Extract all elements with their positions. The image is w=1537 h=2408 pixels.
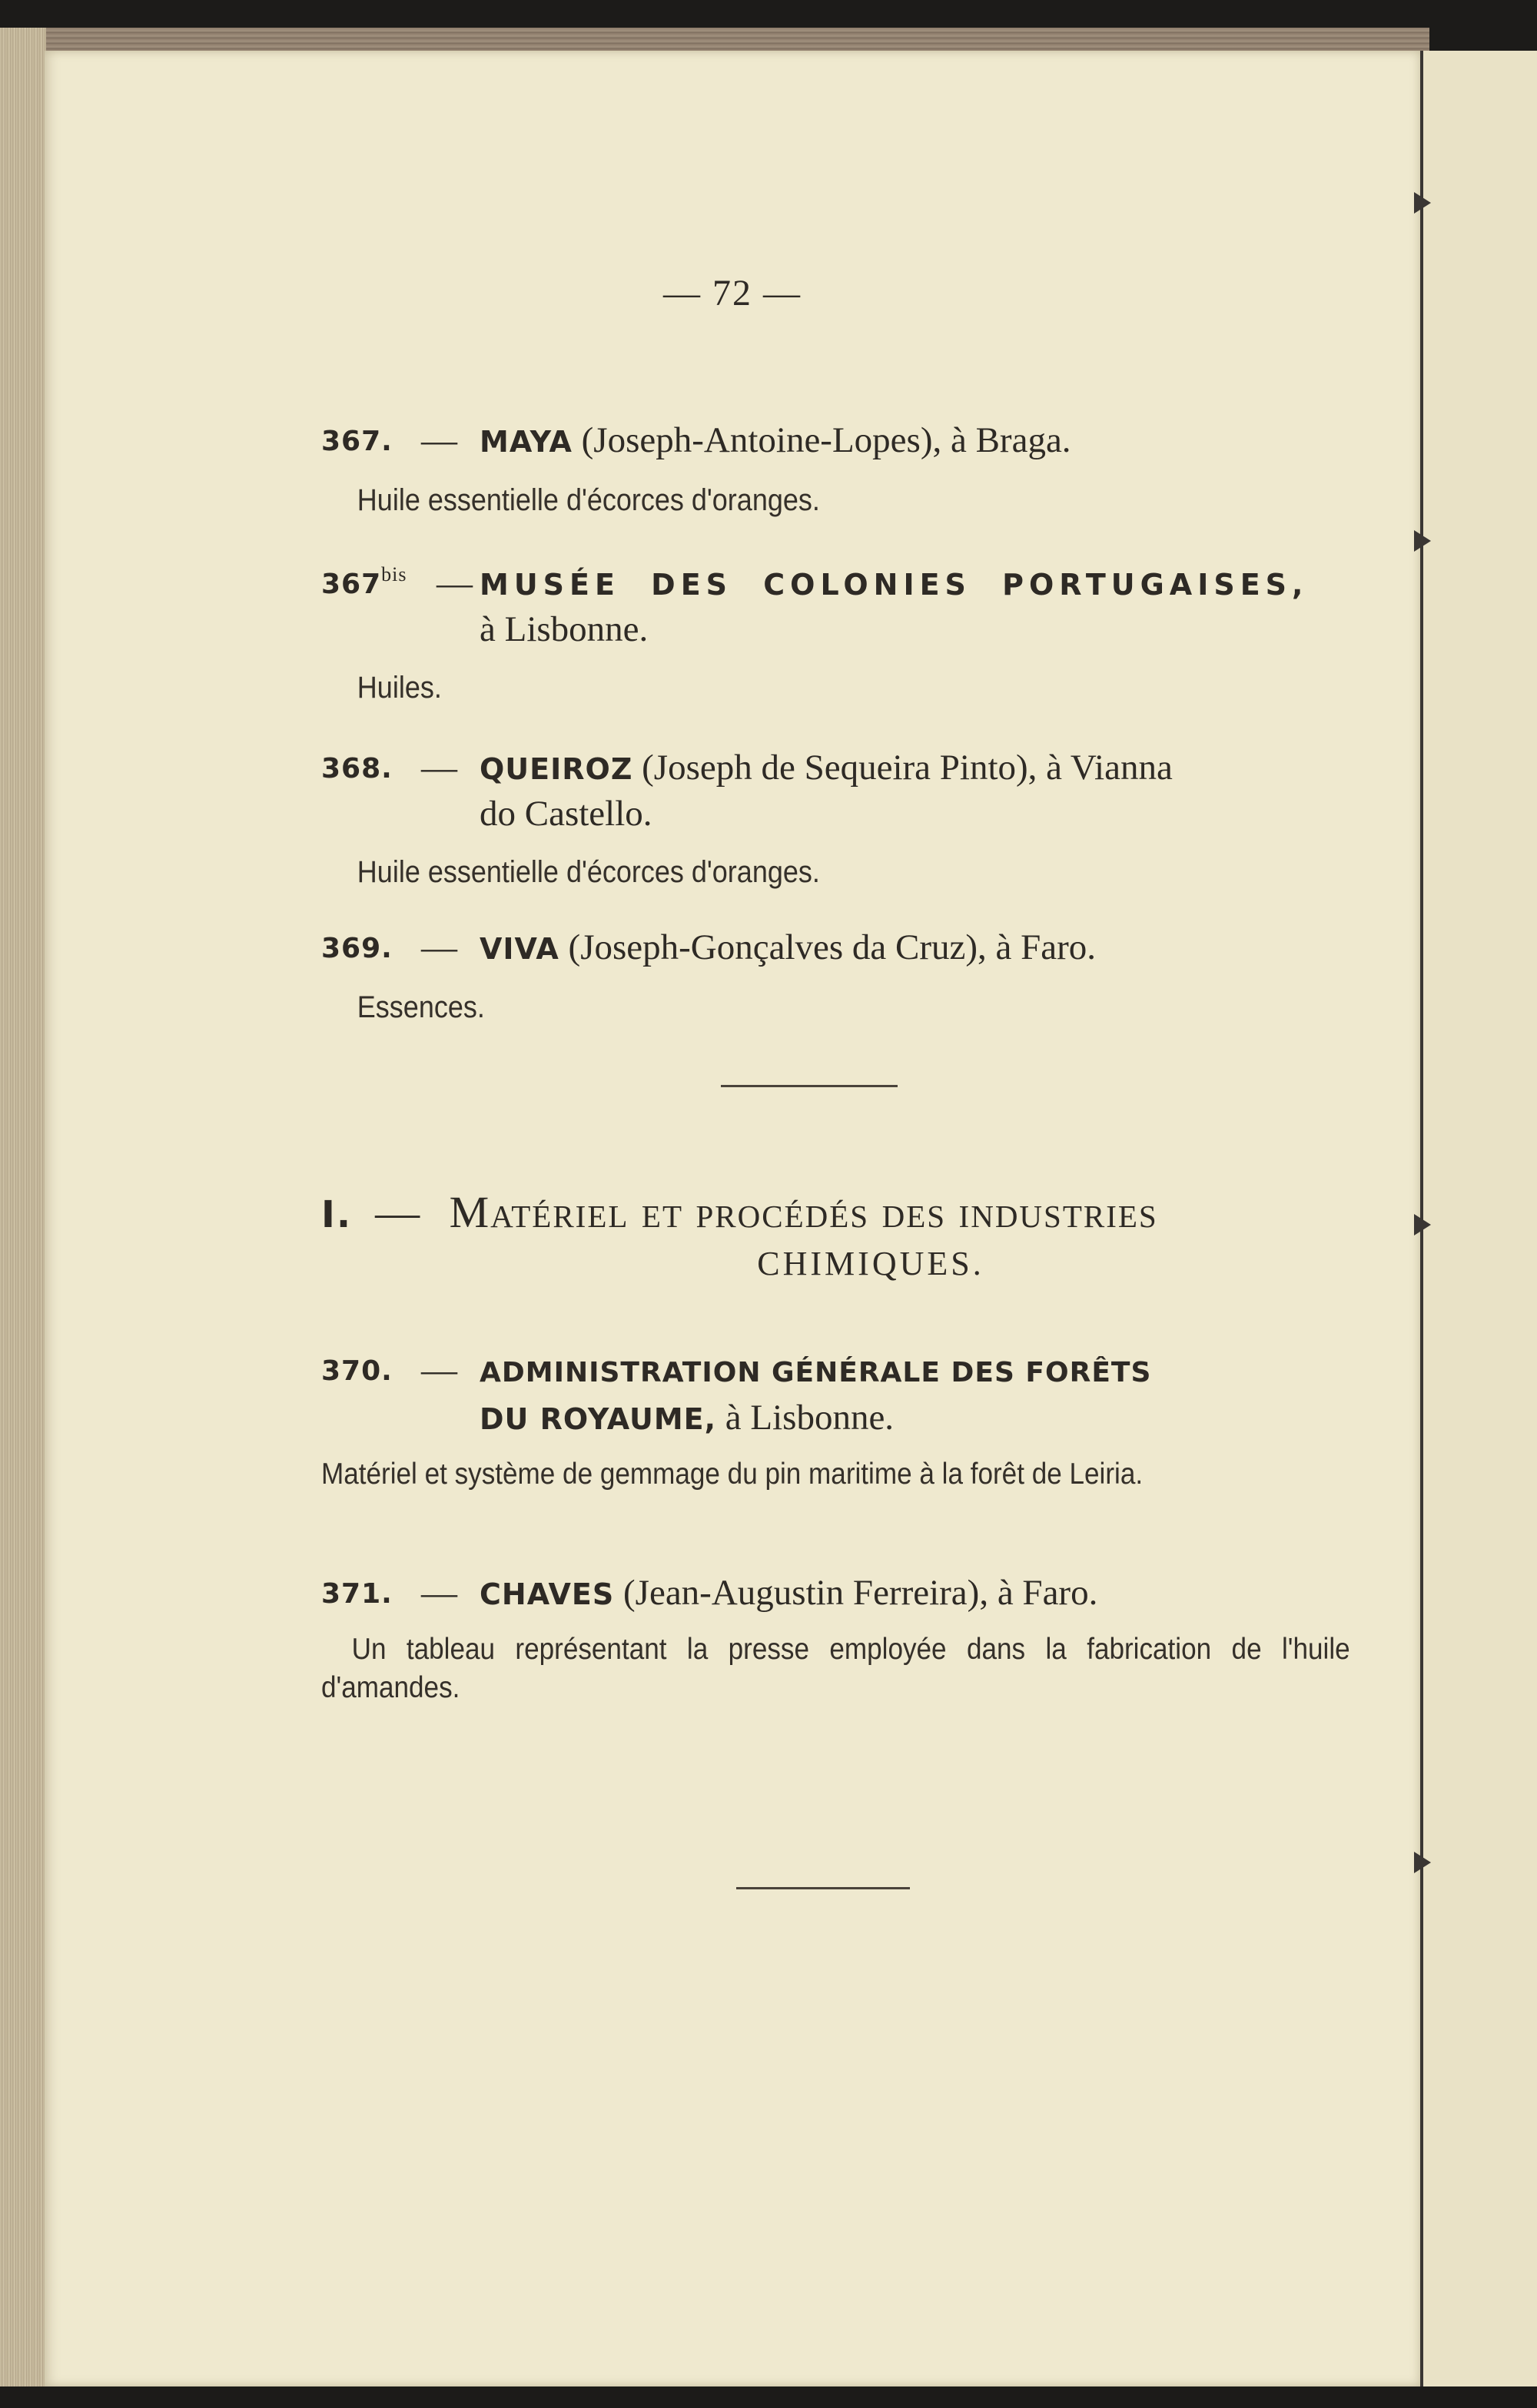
page-stack-edges — [0, 28, 46, 2386]
entry-dash: — — [421, 748, 457, 788]
exhibitor-name: ADMINISTRATION GÉNÉRALE DES FORÊTS — [480, 1357, 1152, 1388]
entry-heading — [321, 1348, 1351, 1441]
mark-a — [1414, 192, 1431, 214]
section-dash: — — [375, 1187, 422, 1237]
catalog-entry-367 — [321, 418, 1351, 519]
exhibitor-details: (Joseph-Gonçalves da Cruz), à Faro. — [559, 927, 1097, 967]
entry-dash: — — [437, 563, 473, 603]
catalog-entry-370 — [321, 1348, 1351, 1494]
exhibitor-details: à Lisbonne. — [716, 1398, 895, 1438]
catalog-entry-369 — [321, 925, 1351, 1027]
book-page — [45, 51, 1420, 2386]
mark-c — [1414, 1214, 1431, 1236]
facing-page-marks — [1414, 192, 1437, 2267]
catalog-entry-368 — [321, 745, 1351, 891]
section-divider-rule — [721, 1085, 898, 1087]
catalog-entry-371 — [321, 1571, 1351, 1707]
exhibitor-name: CHAVES — [480, 1577, 615, 1611]
entry-number-suffix: bis — [381, 563, 407, 585]
catalog-entry-367bis — [321, 561, 1351, 707]
entry-description: Matériel et système de gemmage du pin maritime à la forêt de Leiria. — [321, 1458, 1144, 1491]
end-rule — [736, 1887, 910, 1889]
entry-number: 371. — [321, 1578, 393, 1610]
exhibitor-details-line2: do Castello. — [480, 794, 652, 834]
section-mark: I. — [321, 1193, 353, 1236]
exhibitor-details: (Jean-Augustin Ferreira), à Faro. — [614, 1573, 1098, 1613]
exhibitor-name: QUEIROZ — [480, 752, 633, 786]
exhibitor-details: (Joseph-Antoine-Lopes), à Braga. — [572, 420, 1071, 460]
exhibitor-name: MAYA — [480, 425, 573, 459]
entry-description: Huile essentielle d'écorces d'oranges. — [357, 483, 820, 517]
exhibitor-details: à Lisbonne. — [480, 609, 649, 649]
section-title: Matériel et procédés des industries — [449, 1187, 1158, 1237]
exhibitor-name-line2: DU ROYAUME, — [480, 1402, 717, 1436]
entry-dash: — — [421, 1573, 457, 1613]
entry-heading — [321, 1571, 1351, 1617]
entry-number: 369. — [321, 933, 393, 964]
page-content — [45, 51, 1420, 2386]
facing-page-edge — [1420, 51, 1537, 2386]
section-heading — [321, 1185, 1351, 1283]
entry-description: Huile essentielle d'écorces d'oranges. — [357, 855, 820, 889]
page-number: — 72 — — [663, 273, 802, 313]
exhibitor-name: VIVA — [480, 932, 559, 966]
entry-description: Huiles. — [357, 671, 442, 705]
entry-number: 367. — [321, 426, 393, 457]
entry-heading — [321, 561, 1351, 652]
entry-description: Un tableau représentant la presse employée dans la fabrication de l'huile d'amandes. — [321, 1633, 1350, 1704]
section-title-line2: CHIMIQUES. — [757, 1245, 984, 1282]
entry-dash: — — [421, 927, 457, 967]
exhibitor-details: (Joseph de Sequeira Pinto), à Vianna — [632, 748, 1173, 788]
section-title-line1 — [321, 1185, 1351, 1242]
exhibitor-name: MUSÉE DES COLONIES PORTUGAISES, — [480, 568, 1309, 602]
entry-heading — [321, 418, 1351, 464]
entry-dash: — — [421, 1350, 457, 1390]
entry-dash: — — [421, 420, 457, 460]
mark-b — [1414, 530, 1431, 552]
entry-description: Essences. — [357, 990, 485, 1024]
page-top-edge — [23, 28, 1429, 54]
entry-number: $367^{bis}$ — [321, 563, 407, 600]
entry-number: 370. — [321, 1355, 393, 1387]
mark-d — [1414, 1852, 1431, 1873]
entry-number: 368. — [321, 753, 393, 784]
entry-heading — [321, 745, 1351, 836]
entry-heading — [321, 925, 1351, 971]
